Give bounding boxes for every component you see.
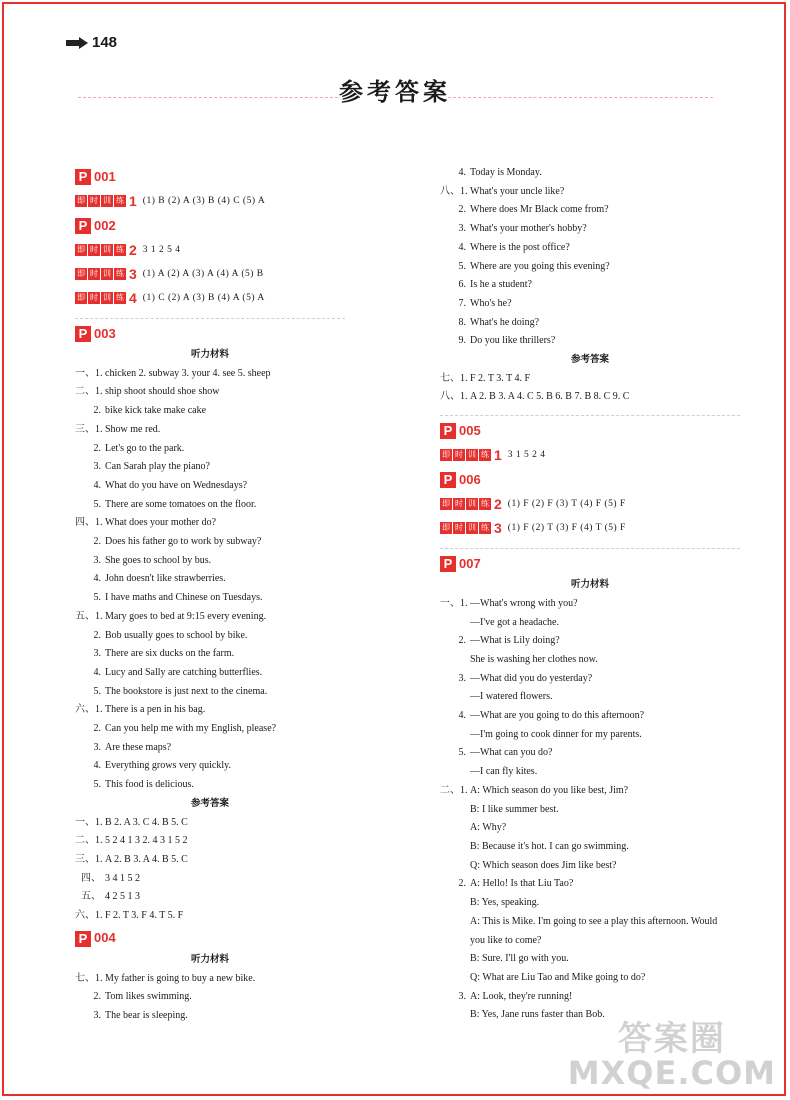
line-label: 5. bbox=[93, 779, 101, 791]
line-label bbox=[440, 838, 470, 857]
text-line bbox=[440, 370, 740, 389]
section-heading: 参考答案 bbox=[570, 354, 609, 366]
p-badge-icon: P bbox=[75, 931, 91, 947]
line-label: 5. bbox=[93, 498, 101, 510]
drill-tag: 即 时 训 练 2 bbox=[442, 495, 502, 512]
line-label: 三、1. bbox=[75, 853, 103, 865]
line-text: Where does Mr Black come from? bbox=[470, 204, 609, 216]
page-badge bbox=[440, 555, 740, 573]
line-label: 一、1. bbox=[75, 367, 103, 379]
text-line bbox=[75, 907, 345, 926]
line-text: —What's wrong with you? bbox=[470, 597, 578, 609]
text-line bbox=[440, 201, 740, 220]
line-text: B: I like summer best. bbox=[470, 803, 559, 815]
line-text: She goes to school by bus. bbox=[105, 554, 212, 566]
right-column bbox=[440, 164, 740, 1025]
line-text: A: Why? bbox=[470, 822, 507, 834]
text-line bbox=[75, 552, 345, 571]
line-label bbox=[440, 726, 470, 745]
drill-answers: (1) C (2) A (3) B (4) A (5) A bbox=[142, 292, 265, 303]
line-text: Q: Which season does Jim like best? bbox=[470, 859, 617, 871]
line-text: Tom likes swimming. bbox=[105, 991, 192, 1003]
arrow-right-icon bbox=[66, 37, 88, 49]
line-text: What does your mother do? bbox=[105, 517, 217, 529]
line-text: She is washing her clothes now. bbox=[470, 653, 598, 665]
text-line bbox=[440, 932, 740, 951]
page-badge bbox=[75, 217, 345, 235]
drill-tag: 即 时 训 练 1 bbox=[77, 192, 137, 209]
line-label: 3. bbox=[93, 554, 101, 566]
line-text: Where is the post office? bbox=[470, 241, 570, 253]
line-label: 七、1. bbox=[75, 972, 103, 984]
line-text: Today is Monday. bbox=[470, 167, 542, 178]
line-label bbox=[440, 688, 470, 707]
line-text: —What is Lily doing? bbox=[470, 635, 560, 647]
line-text: B: Because it's hot. I can go swimming. bbox=[470, 840, 629, 852]
text-line bbox=[440, 988, 740, 1007]
listening-lines bbox=[440, 164, 740, 351]
drill-row bbox=[75, 286, 345, 310]
text-line bbox=[440, 969, 740, 988]
text-line bbox=[440, 332, 740, 351]
line-label: 3. bbox=[93, 461, 101, 473]
line-text: I have maths and Chinese on Tuesdays. bbox=[105, 592, 263, 604]
drill-row bbox=[75, 262, 345, 286]
section-heading: 听力材料 bbox=[190, 349, 229, 360]
line-text: —What did you do yesterday? bbox=[470, 672, 593, 684]
text-line bbox=[75, 496, 345, 515]
p-badge-icon: P bbox=[440, 472, 456, 488]
line-text: Mary goes to bed at 9:15 every evening. bbox=[105, 610, 267, 622]
line-label: 4. bbox=[458, 710, 466, 722]
line-text: —I'm going to cook dinner for my parents. bbox=[470, 728, 642, 740]
line-text: Everything grows very quickly. bbox=[105, 760, 231, 772]
line-text: B: Sure. I'll go with you. bbox=[470, 953, 569, 965]
drill-row bbox=[75, 238, 345, 262]
text-line bbox=[75, 870, 345, 889]
drill-tag: 即 时 训 练 2 bbox=[77, 241, 137, 258]
page-ref: 003 bbox=[94, 325, 116, 341]
line-text: ship shoot should shoe show bbox=[105, 386, 220, 398]
line-label: 4. bbox=[458, 241, 466, 253]
line-text: The bookstore is just next to the cinema. bbox=[105, 685, 268, 697]
line-text: There is a pen in his bag. bbox=[105, 704, 206, 716]
line-text: you like to come? bbox=[470, 934, 542, 946]
divider bbox=[440, 548, 740, 549]
text-line bbox=[75, 851, 345, 870]
line-label: 八、1. bbox=[440, 185, 468, 197]
page-title: 参考答案 bbox=[339, 78, 451, 106]
listening-lines bbox=[75, 970, 345, 1026]
line-label: 2. bbox=[93, 442, 101, 454]
line-label bbox=[440, 651, 470, 670]
text-line bbox=[440, 763, 740, 782]
text-line bbox=[440, 857, 740, 876]
text-line bbox=[440, 632, 740, 651]
answer-lines bbox=[75, 814, 345, 926]
line-text: Let's go to the park. bbox=[105, 442, 185, 454]
line-label: 6. bbox=[458, 279, 466, 291]
line-label: 5. bbox=[458, 260, 466, 272]
drill-tag: 即 时 训 练 4 bbox=[77, 289, 137, 306]
line-label: 8. bbox=[458, 316, 466, 328]
line-label: 一、1. bbox=[75, 816, 103, 828]
text-line bbox=[75, 888, 345, 907]
text-line bbox=[75, 570, 345, 589]
page-ref: 006 bbox=[459, 471, 481, 487]
page-badge bbox=[75, 168, 345, 186]
line-label: 3. bbox=[93, 648, 101, 660]
line-label bbox=[440, 857, 470, 876]
line-text: 5 2 4 1 3 2. 4 3 1 5 2 bbox=[105, 835, 188, 847]
text-line bbox=[75, 458, 345, 477]
text-line bbox=[440, 726, 740, 745]
text-line bbox=[440, 614, 740, 633]
text-line bbox=[75, 514, 345, 533]
line-text: A: Look, they're running! bbox=[470, 990, 573, 1002]
line-text: Lucy and Sally are catching butterflies. bbox=[105, 666, 263, 678]
section-heading: 参考答案 bbox=[190, 797, 229, 809]
line-label: 八、1. bbox=[440, 391, 468, 403]
line-label bbox=[440, 932, 470, 951]
divider bbox=[75, 318, 345, 319]
text-line bbox=[75, 365, 345, 384]
line-text: Are these maps? bbox=[105, 741, 172, 753]
line-text: A 2. B 3. A 4. B 5. C bbox=[105, 853, 188, 865]
line-text: B: Yes, Jane runs faster than Bob. bbox=[470, 1009, 605, 1021]
text-line bbox=[440, 183, 740, 202]
text-line bbox=[440, 744, 740, 763]
line-label: 四、1. bbox=[75, 517, 103, 529]
drill-row bbox=[440, 443, 740, 467]
line-text: There are some tomatoes on the floor. bbox=[105, 498, 257, 510]
text-line bbox=[440, 388, 740, 407]
text-line bbox=[75, 477, 345, 496]
drill-answers: (1) B (2) A (3) B (4) C (5) A bbox=[142, 195, 266, 206]
line-text: 4 2 5 1 3 bbox=[105, 891, 140, 903]
line-label: 二、1. bbox=[75, 835, 103, 847]
line-label: 2. bbox=[458, 635, 466, 647]
text-line bbox=[75, 970, 345, 989]
text-line bbox=[75, 683, 345, 702]
text-line bbox=[75, 440, 345, 459]
line-text: B: Yes, speaking. bbox=[470, 897, 540, 909]
line-label bbox=[440, 801, 470, 820]
text-line bbox=[440, 220, 740, 239]
line-text: John doesn't like strawberries. bbox=[105, 573, 226, 585]
line-label bbox=[440, 1006, 470, 1025]
page-badge bbox=[440, 422, 740, 440]
line-label: 2. bbox=[93, 723, 101, 735]
text-line bbox=[440, 314, 740, 333]
drill-answers: (1) F (2) F (3) T (4) F (5) F bbox=[507, 498, 626, 509]
line-text: Can you help me with my English, please? bbox=[105, 723, 277, 735]
text-line bbox=[75, 645, 345, 664]
text-line bbox=[440, 295, 740, 314]
text-line bbox=[440, 595, 740, 614]
drill-row bbox=[75, 189, 345, 213]
line-label: 2. bbox=[458, 204, 466, 216]
line-label: 4. bbox=[93, 666, 101, 678]
page-number bbox=[66, 34, 117, 51]
line-label: 3. bbox=[458, 990, 466, 1002]
left-column bbox=[75, 164, 345, 1026]
line-text: The bear is sleeping. bbox=[105, 1009, 188, 1021]
line-label: 3. bbox=[458, 223, 466, 235]
page-ref: 001 bbox=[94, 168, 116, 184]
text-line bbox=[440, 239, 740, 258]
p-badge-icon: P bbox=[75, 326, 91, 342]
line-text: Does his father go to work by subway? bbox=[105, 536, 262, 548]
line-text: What's your mother's hobby? bbox=[470, 223, 587, 235]
line-text: This food is delicious. bbox=[105, 779, 194, 791]
line-label: 一、1. bbox=[440, 597, 468, 609]
drill-answers: (1) F (2) T (3) F (4) T (5) F bbox=[507, 522, 626, 533]
line-text: There are six ducks on the farm. bbox=[105, 648, 235, 660]
line-text: What's he doing? bbox=[470, 316, 540, 328]
page-ref: 007 bbox=[459, 555, 481, 571]
text-line bbox=[75, 832, 345, 851]
line-label bbox=[440, 819, 470, 838]
text-line bbox=[75, 814, 345, 833]
line-label: 三、1. bbox=[75, 423, 103, 435]
line-text: F 2. T 3. T 4. F bbox=[470, 372, 531, 384]
text-line bbox=[75, 383, 345, 402]
dialog-lines bbox=[440, 595, 740, 1025]
page-ref: 005 bbox=[459, 422, 481, 438]
text-line bbox=[75, 589, 345, 608]
line-text: What's your uncle like? bbox=[470, 185, 565, 197]
line-text: Is he a student? bbox=[470, 279, 532, 291]
text-line bbox=[440, 164, 740, 183]
title-rule-right bbox=[448, 97, 713, 98]
line-text: What do you have on Wednesdays? bbox=[105, 479, 248, 491]
text-line bbox=[75, 757, 345, 776]
line-text: 3 4 1 5 2 bbox=[105, 872, 140, 884]
line-label bbox=[440, 614, 470, 633]
drill-row bbox=[440, 516, 740, 540]
page-badge bbox=[75, 930, 345, 948]
line-label: 9. bbox=[458, 335, 466, 347]
line-text: —What are you going to do this afternoon? bbox=[470, 710, 645, 722]
text-line bbox=[75, 533, 345, 552]
line-label bbox=[440, 763, 470, 782]
text-line bbox=[440, 875, 740, 894]
line-text: A: Hello! Is that Liu Tao? bbox=[470, 878, 574, 890]
listening-lines bbox=[75, 365, 345, 795]
text-line bbox=[75, 627, 345, 646]
page-badge bbox=[75, 325, 345, 343]
text-line bbox=[440, 276, 740, 295]
line-text: —What can you do? bbox=[470, 747, 553, 759]
answer-lines bbox=[440, 370, 740, 407]
page-number-text: 148 bbox=[92, 34, 118, 51]
line-text: Bob usually goes to school by bike. bbox=[105, 629, 248, 641]
text-line bbox=[440, 258, 740, 277]
text-line bbox=[440, 782, 740, 801]
line-label: 四、 bbox=[81, 872, 101, 884]
line-label: 4. bbox=[93, 573, 101, 585]
drill-tag: 即 时 训 练 3 bbox=[77, 265, 137, 282]
line-label: 3. bbox=[458, 672, 466, 684]
section-heading: 听力材料 bbox=[190, 953, 229, 965]
drill-answers: (1) A (2) A (3) A (4) A (5) B bbox=[142, 268, 264, 279]
line-text: Where are you going this evening? bbox=[470, 260, 610, 272]
line-label: 4. bbox=[93, 479, 101, 491]
line-label: 六、1. bbox=[75, 704, 103, 716]
line-label: 七、1. bbox=[440, 372, 468, 384]
line-label bbox=[440, 894, 470, 913]
text-line bbox=[440, 670, 740, 689]
line-text: My father is going to buy a new bike. bbox=[105, 972, 256, 984]
line-text: Do you like thrillers? bbox=[470, 335, 556, 347]
line-label: 4. bbox=[458, 167, 466, 178]
line-text: A: Which season do you like best, Jim? bbox=[470, 784, 629, 796]
drill-answers: 3 1 2 5 4 bbox=[142, 244, 181, 255]
line-label bbox=[440, 950, 470, 969]
text-line bbox=[440, 688, 740, 707]
page-ref: 004 bbox=[94, 930, 116, 946]
line-text: F 2. T 3. F 4. T 5. F bbox=[105, 910, 184, 922]
line-label: 5. bbox=[93, 685, 101, 697]
text-line bbox=[75, 664, 345, 683]
line-text: Who's he? bbox=[470, 297, 512, 309]
text-line bbox=[440, 819, 740, 838]
line-label: 二、1. bbox=[75, 386, 103, 398]
divider bbox=[440, 415, 740, 416]
p-badge-icon: P bbox=[75, 169, 91, 185]
page-badge bbox=[440, 471, 740, 489]
drill-row bbox=[440, 492, 740, 516]
line-label: 3. bbox=[93, 1009, 101, 1021]
text-line bbox=[440, 707, 740, 726]
p-badge-icon: P bbox=[440, 556, 456, 572]
line-text: Q: What are Liu Tao and Mike going to do? bbox=[470, 971, 646, 983]
line-text: Show me red. bbox=[105, 423, 161, 435]
line-label: 2. bbox=[93, 405, 101, 417]
line-label: 4. bbox=[93, 760, 101, 772]
line-label: 5. bbox=[93, 592, 101, 604]
line-text: bike kick take make cake bbox=[105, 405, 207, 417]
text-line bbox=[440, 894, 740, 913]
text-line bbox=[75, 988, 345, 1007]
p-badge-icon: P bbox=[440, 423, 456, 439]
line-label: 3. bbox=[93, 741, 101, 753]
line-label: 二、1. bbox=[440, 784, 468, 796]
line-text: —I've got a headache. bbox=[470, 616, 559, 628]
text-line bbox=[75, 421, 345, 440]
line-label: 五、 bbox=[81, 891, 101, 903]
line-text: B 2. A 3. C 4. B 5. C bbox=[105, 816, 188, 828]
line-text: —I can fly kites. bbox=[470, 766, 538, 778]
text-line bbox=[75, 1007, 345, 1026]
section-heading: 听力材料 bbox=[570, 579, 609, 591]
text-line bbox=[75, 720, 345, 739]
text-line bbox=[75, 739, 345, 758]
line-label: 五、1. bbox=[75, 610, 103, 622]
text-line bbox=[440, 838, 740, 857]
page-ref: 002 bbox=[94, 217, 116, 233]
line-text: Can Sarah play the piano? bbox=[105, 461, 210, 473]
drill-answers: 3 1 5 2 4 bbox=[507, 449, 546, 460]
line-label: 7. bbox=[458, 297, 466, 309]
line-label bbox=[440, 913, 470, 932]
text-line bbox=[75, 402, 345, 421]
line-text: A 2. B 3. A 4. C 5. B 6. B 7. B 8. C 9. C bbox=[470, 391, 630, 403]
text-line bbox=[75, 701, 345, 720]
text-line bbox=[440, 651, 740, 670]
line-label: 2. bbox=[458, 878, 466, 890]
text-line bbox=[440, 801, 740, 820]
line-label: 2. bbox=[93, 991, 101, 1003]
text-line bbox=[75, 776, 345, 795]
line-text: chicken 2. subway 3. your 4. see 5. sheep bbox=[105, 367, 271, 379]
line-label: 2. bbox=[93, 536, 101, 548]
watermark-logo: 答案圈 MXQE.COM bbox=[567, 1019, 776, 1092]
drill-tag: 即 时 训 练 3 bbox=[442, 519, 502, 536]
drill-tag: 即 时 训 练 1 bbox=[442, 446, 502, 463]
p-badge-icon: P bbox=[75, 218, 91, 234]
line-text: —I watered flowers. bbox=[470, 691, 553, 703]
line-label: 六、1. bbox=[75, 910, 103, 922]
text-line bbox=[440, 913, 740, 932]
line-label: 5. bbox=[458, 747, 466, 759]
text-line bbox=[75, 608, 345, 627]
line-label: 2. bbox=[93, 629, 101, 641]
line-label bbox=[440, 969, 470, 988]
line-text: A: This is Mike. I'm going to see a play this afternoon. Would bbox=[470, 915, 718, 927]
text-line bbox=[440, 950, 740, 969]
